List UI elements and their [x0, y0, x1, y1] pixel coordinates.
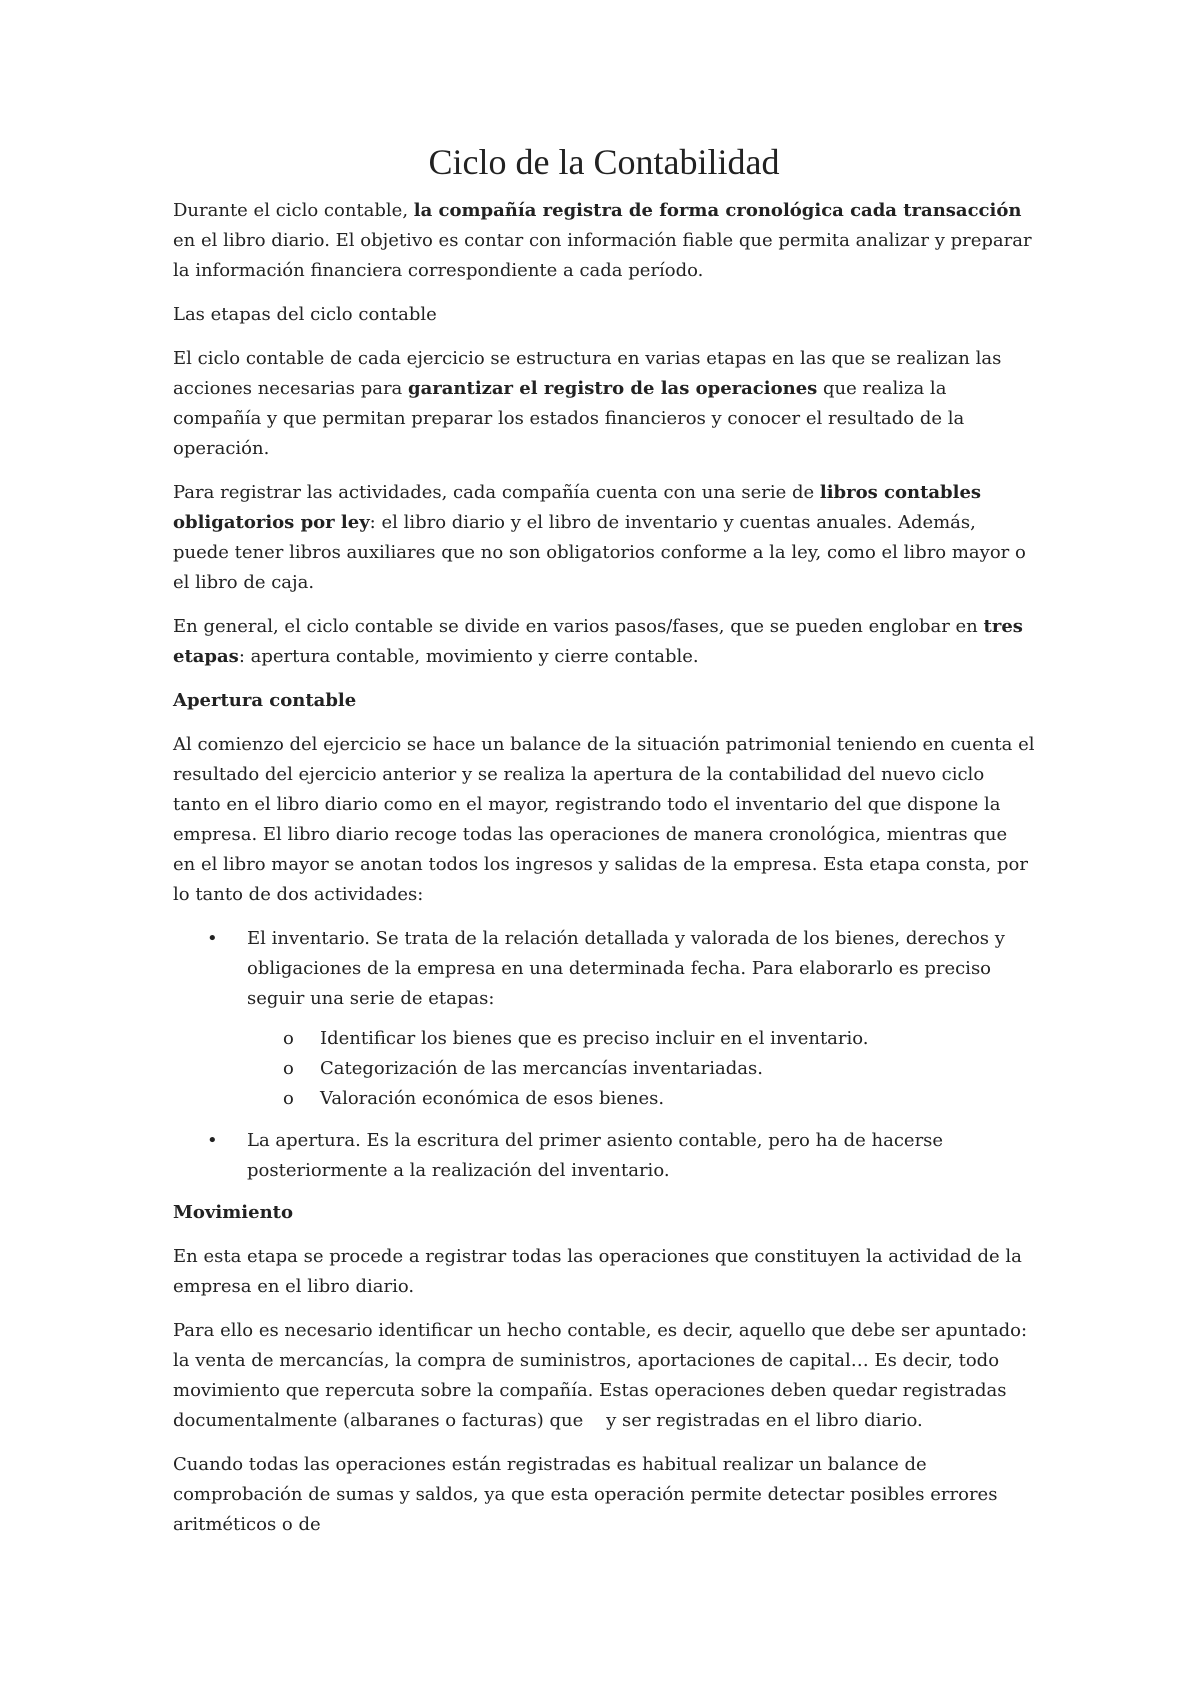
paragraph-three-stages-text-c: : apertura contable, movimiento y cierre contable.	[238, 646, 699, 667]
paragraph-movimiento-3: Cuando todas las operaciones están registradas es habitual realizar un balance de comprobación de sumas y saldos, ya que esta operación permite detectar posibles errores aritméticos o de	[173, 1454, 998, 1535]
paragraph-three-stages-text-a: En general, el ciclo contable se divide en varios pasos/fases, que se pueden englobar en	[173, 616, 984, 637]
paragraph-movimiento-1: En esta etapa se procede a registrar todas las operaciones que constituyen la actividad de la empresa en el libro diario.	[173, 1246, 1022, 1297]
sub-list-item-text: Categorización de las mercancías inventariadas.	[320, 1058, 763, 1079]
bullet-icon: •	[207, 1130, 218, 1151]
bullet-item-inventario-text: El inventario. Se trata de la relación detallada y valorada de los bienes, derechos y obligaciones de la empresa en una determinada fecha. Para elaborarlo es preciso seguir una serie de etapas:	[247, 928, 1005, 1009]
paragraph-books-text-c: : el libro diario y el libro de inventario y cuentas anuales. Además, puede tener libros auxiliares que no son obligatorios conforme a la ley, como el libro mayor o el libro de caja.	[173, 512, 1026, 593]
sub-list	[247, 1024, 1035, 1114]
paragraph-intro-bold: la compañía registra de forma cronológica cada transacción	[413, 200, 1022, 221]
sub-marker-icon: o	[283, 1028, 294, 1049]
paragraph-three-stages	[173, 612, 1035, 672]
sub-list-item-text: Valoración económica de esos bienes.	[320, 1088, 665, 1109]
document-body	[173, 140, 1035, 1554]
paragraph-three-stages-bold: tres etapas	[173, 616, 1023, 667]
paragraph-movimiento-2: Para ello es necesario identificar un hecho contable, es decir, aquello que debe ser apuntado: la venta de mercancías, la compra de suministros, aportaciones de capital… Es decir, todo movimiento que repercuta sobre la compañía. Estas operaciones deben quedar registradas documentalmente (albaranes o facturas) que y ser registradas en el libro diario.	[173, 1320, 1033, 1431]
sub-list-item-text: Identificar los bienes que es preciso incluir en el inventario.	[320, 1028, 869, 1049]
bullet-item-apertura	[173, 1126, 1035, 1186]
paragraph-structure-text-c: que realiza la compañía y que permitan preparar los estados financieros y conocer el resultado de la operación.	[173, 378, 965, 459]
paragraph-intro-text-a: Durante el ciclo contable,	[173, 200, 414, 221]
heading-apertura: Apertura contable	[173, 690, 357, 711]
heading-movimiento: Movimiento	[173, 1202, 293, 1223]
bullet-icon: •	[207, 928, 218, 949]
paragraph-intro	[173, 196, 1035, 286]
bullet-list	[173, 924, 1035, 1186]
paragraph-structure	[173, 344, 1035, 464]
paragraph-books-text-a: Para registrar las actividades, cada compañía cuenta con una serie de	[173, 482, 820, 503]
paragraph-intro-text-c: en el libro diario. El objetivo es contar con información fiable que permita analizar y preparar la información financiera correspondiente a cada período.	[173, 230, 1032, 281]
page-title: Ciclo de la Contabilidad	[428, 142, 780, 182]
sub-list-item	[247, 1024, 1035, 1054]
paragraph-books	[173, 478, 1035, 598]
paragraph-apertura: Al comienzo del ejercicio se hace un balance de la situación patrimonial teniendo en cuenta el resultado del ejercicio anterior y se realiza la apertura de la contabilidad del nuevo ciclo tanto en el libro diario como en el mayor, registrando todo el inventario del que dispone la empresa. El libro diario recoge todas las operaciones de manera cronológica, mientras que en el libro mayor se anotan todos los ingresos y salidas de la empresa. Esta etapa consta, por lo tanto de dos actividades:	[173, 734, 1035, 905]
paragraph-structure-bold: garantizar el registro de las operaciones	[408, 378, 818, 399]
paragraph-structure-text-a: El ciclo contable de cada ejercicio se estructura en varias etapas en las que se realizan las acciones necesarias para	[173, 348, 1002, 399]
paragraph-books-bold: libros contables obligatorios por ley	[173, 482, 982, 533]
sub-list-item	[247, 1054, 1035, 1084]
sub-marker-icon: o	[283, 1058, 294, 1079]
bullet-item-apertura-text: La apertura. Es la escritura del primer asiento contable, pero ha de hacerse posteriormente a la realización del inventario.	[247, 1130, 944, 1181]
bullet-item-inventario	[173, 924, 1035, 1114]
paragraph-stages-label: Las etapas del ciclo contable	[173, 304, 437, 325]
sub-marker-icon: o	[283, 1088, 294, 1109]
sub-list-item	[247, 1084, 1035, 1114]
